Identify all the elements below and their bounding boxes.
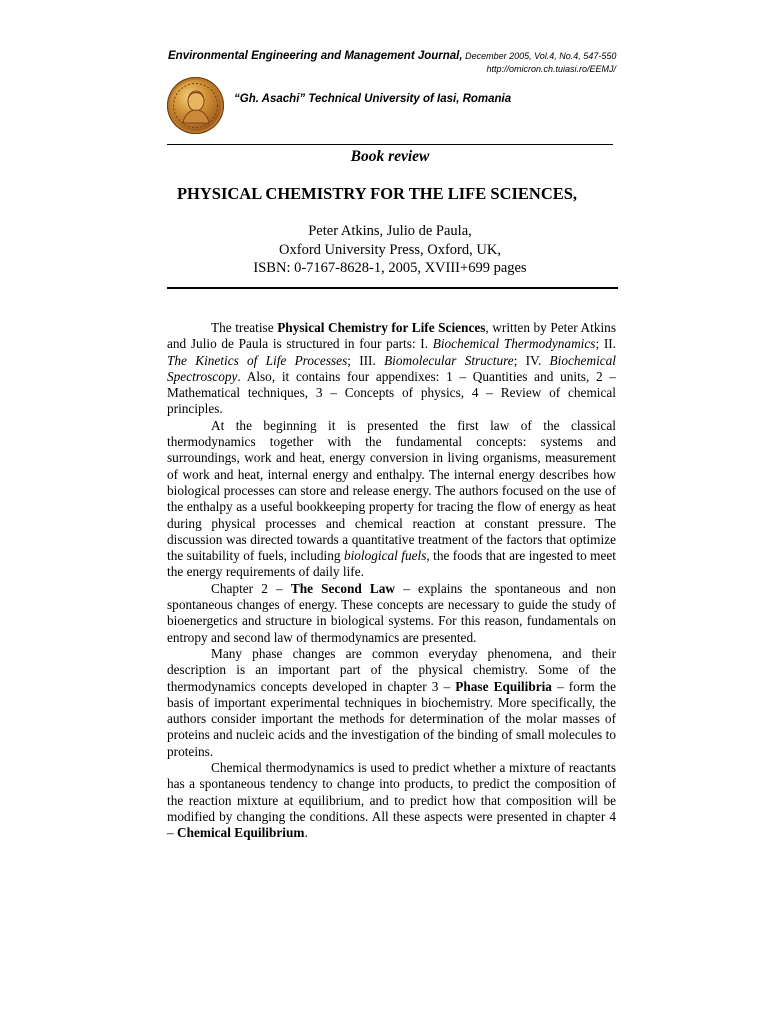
text-run: ; II. bbox=[595, 336, 617, 352]
bold-text: Physical Chemistry for Life Sciences bbox=[277, 320, 486, 335]
university-seal-icon bbox=[167, 77, 224, 134]
review-body bbox=[167, 320, 616, 842]
journal-name: Environmental Engineering and Management Journal, bbox=[168, 50, 463, 62]
text-run: – explains the spontaneous and non spontaneous changes of energy. These concepts are necessary to guide the study of bioenergetics and structure in biological systems. For this reason, fundamentals on entropy and second law of thermodynamics are presented. bbox=[167, 580, 616, 645]
text-run: The treatise bbox=[211, 320, 278, 335]
bold-text: Chemical Equilibrium bbox=[176, 825, 305, 841]
bold-text: Phase Equilibria bbox=[455, 678, 552, 694]
text-run: At the beginning it is presented the first law of the classical thermodynamics together with the fundamental concepts: systems and surroundings, work and heat, energy conversion in living organisms, measurement of work and heat, internal energy and enthalpy. The internal energy describes how biological processes can store and release energy. The authors focused on the use of the enthalpy as a useful bookkeeping property for tracing the flow of energy as heat during physical processes and chemical reaction at constant pressure. The discussion was directed towards a quantitative treatment of the factors that optimize the suitability of fuels, including bbox=[167, 417, 616, 564]
journal-url[interactable]: http://omicron.ch.tuiasi.ro/EEMJ/ bbox=[486, 64, 616, 74]
book-publisher: Oxford University Press, Oxford, UK, bbox=[279, 241, 501, 258]
journal-citation bbox=[168, 49, 616, 63]
text-run: ; IV. bbox=[513, 352, 550, 368]
review-paragraph bbox=[167, 418, 616, 581]
text-run: . bbox=[304, 825, 308, 841]
text-run: Chemical thermodynamics is used to predict whether a mixture of reactants has a spontaneous tendency to change into products, to predict the composition of the reaction mixture at equilibrium, and to predict how that composition will be modified by changing the conditions. All these aspects were presented in chapter 4 – bbox=[167, 760, 616, 841]
book-title: PHYSICAL CHEMISTRY FOR THE LIFE SCIENCES, bbox=[176, 184, 578, 203]
italic-text: biological fuels bbox=[343, 548, 427, 564]
book-authors: Peter Atkins, Julio de Paula, bbox=[308, 223, 472, 239]
journal-issue-details: December 2005, Vol.4, No.4, 547-550 bbox=[462, 51, 617, 61]
bold-text: The Second Law bbox=[290, 580, 396, 596]
header-divider bbox=[167, 144, 613, 145]
review-paragraph bbox=[167, 760, 616, 841]
text-run: ; III. bbox=[347, 352, 385, 368]
title-divider bbox=[167, 287, 618, 289]
text-run: Many phase changes are common everyday phenomena, and their description is an important part of the physical chemistry. Some of the thermodynamics concepts developed in chapter 3 – bbox=[167, 645, 616, 694]
text-run: , written by Peter Atkins and Julio de Paula is structured in four parts: I. bbox=[167, 320, 616, 352]
review-paragraph bbox=[167, 320, 616, 418]
text-run: – form the basis of important experimental techniques in biochemistry. More specifically, the authors consider important the methods for determination of the molar masses of proteins and nucleic acids and the investigation of the binding of small molecules to proteins. bbox=[167, 678, 616, 759]
book-metadata bbox=[167, 222, 613, 278]
seal-portrait-icon bbox=[167, 77, 224, 134]
text-run: . Also, it contains four appendixes: 1 – Quantities and units, 2 – Mathematical techniques, 3 – Concepts of physics, 4 – Review of chemical principles. bbox=[167, 368, 616, 417]
italic-text: Biochemical Spectroscopy bbox=[167, 352, 617, 384]
italic-text: The Kinetics of Life Processes bbox=[167, 352, 348, 368]
university-name: “Gh. Asachi” Technical University of Iasi, Romania bbox=[234, 93, 512, 105]
review-paragraph bbox=[167, 581, 616, 646]
book-isbn: ISBN: 0-7167-8628-1, 2005, XVIII+699 pages bbox=[253, 260, 527, 276]
text-run: Chapter 2 – bbox=[211, 580, 291, 596]
section-label: Book review bbox=[350, 148, 430, 165]
text-run: , the foods that are ingested to meet the energy requirements of daily life. bbox=[167, 548, 617, 580]
italic-text: Biochemical Thermodynamics bbox=[432, 336, 596, 352]
italic-text: Biomolecular Structure bbox=[384, 352, 514, 368]
review-paragraph bbox=[167, 646, 616, 760]
